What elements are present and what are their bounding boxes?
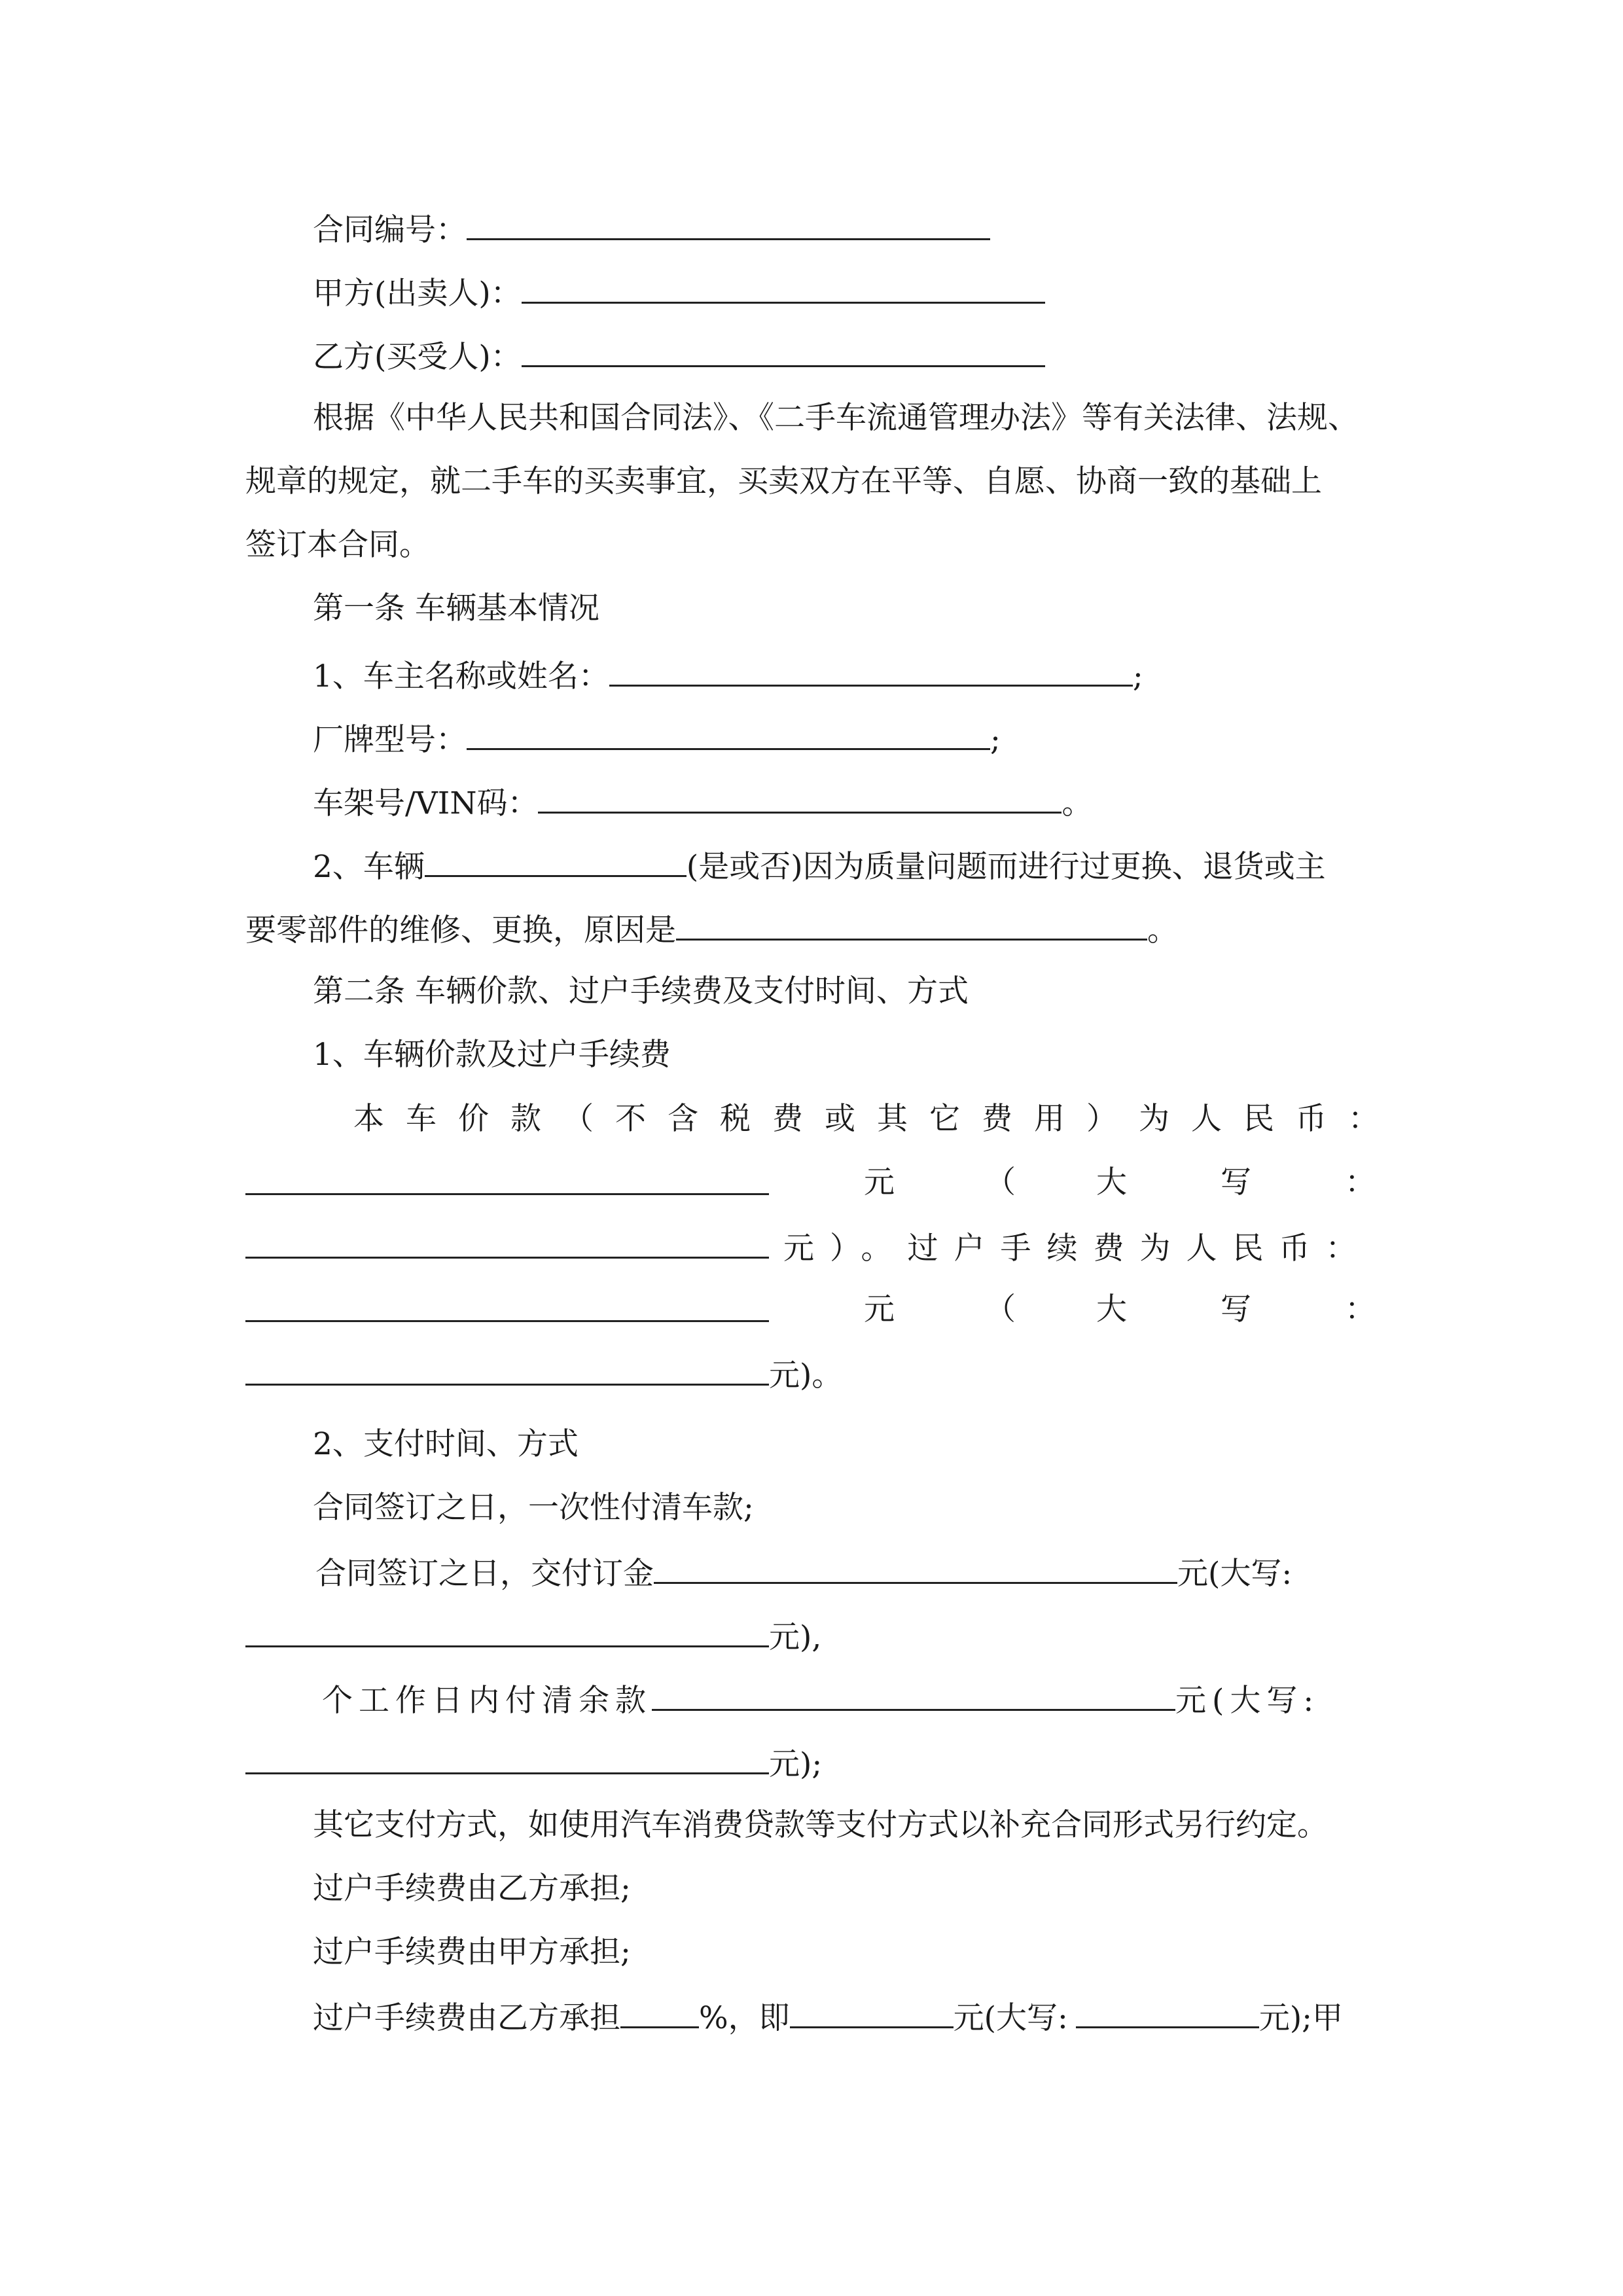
vin-line [313,781,1092,821]
fee-percent-blank[interactable] [620,1996,699,2028]
fee-by-party-a: 过户手续费由甲方承担; [313,1934,631,1970]
fee-colon: ： [1345,1291,1376,1327]
brand-semicolon: ; [990,722,1001,758]
owner-name-blank[interactable] [609,655,1133,687]
payment-option-2-line [315,1552,1292,1591]
reason-line [245,908,1178,948]
fee-da: 大 [1096,1291,1127,1327]
balance-label: 个工作日内付清余款 [322,1683,652,1719]
price-amount-blank[interactable] [245,1163,769,1195]
intro-line-2: 规章的规定，就二手车的买卖事宜，买卖双方在平等、自愿、协商一致的基础上 [245,463,1322,499]
price-uppercase-blank[interactable] [245,1227,769,1259]
quality-issue-suffix: (是或否)因为质量问题而进行过更换、退货或主 [686,849,1326,885]
other-payment-text: 其它支付方式，如使用汽车消费贷款等支付方式以补充合同形式另行约定。 [313,1807,1328,1843]
balance-uppercase-close: 元); [769,1746,823,1782]
brand-model-line [313,718,1001,757]
price-yuan: 元 [864,1164,895,1200]
deposit-uppercase-blank[interactable] [245,1615,769,1647]
fee-split-line [313,1996,1343,2036]
party-b-line [313,335,1045,374]
deposit-label: 合同签订之日，交付订金 [315,1556,654,1592]
intro-line-3: 签订本合同。 [245,527,430,563]
reason-period: 。 [1147,912,1178,948]
fee-split-uppercase-label: 元(大写: [953,2000,1068,2036]
fee-amount-blank[interactable] [245,1290,769,1322]
yes-no-blank[interactable] [425,845,687,877]
payment-option-1: 合同签订之日，一次性付清车款; [313,1490,754,1526]
fee-split-end: 元);甲 [1258,2000,1344,2036]
payment-option-3-line [322,1679,1319,1718]
price-paren: （ [985,1164,1016,1200]
contract-number-line [313,208,990,247]
quality-issue-line [313,845,1326,884]
fee-yuan: 元 [864,1291,895,1327]
vin-period: 。 [1061,785,1093,821]
fee-xie: 写 [1221,1291,1251,1327]
vin-label: 车架号/VIN码： [313,785,539,821]
price-xie: 写 [1221,1164,1251,1200]
balance-blank[interactable] [652,1679,1175,1711]
party-a-label: 甲方(出卖人)： [313,276,522,312]
fee-uppercase-blank[interactable] [245,1354,769,1386]
deposit-uppercase-line [245,1615,821,1655]
party-a-blank[interactable] [522,272,1045,304]
intro-line-1: 根据《中华人民共和国合同法》、《二手车流通管理办法》等有关法律、法规、 [313,400,1359,436]
article-2-title: 第二条 车辆价款、过户手续费及支付时间、方式 [313,973,969,1009]
fee-split-uppercase-blank[interactable] [1076,1996,1259,2028]
owner-name-label: 1、车主名称或姓名： [313,658,609,694]
fee-paren: （ [985,1291,1016,1327]
price-da: 大 [1096,1164,1127,1200]
price-uppercase-line [245,1227,1372,1266]
vin-blank[interactable] [538,781,1061,814]
article-1-title: 第一条 车辆基本情况 [313,590,599,626]
payment-subtitle: 2、支付时间、方式 [313,1426,579,1462]
fee-statement: 元）。过户手续费为人民币： [783,1230,1372,1266]
fee-by-party-b: 过户手续费由乙方承担; [313,1871,631,1907]
price-colon: ： [1345,1164,1376,1200]
party-a-line [313,272,1045,311]
fee-amount-split-blank[interactable] [790,1996,954,2028]
price-subtitle: 1、车辆价款及过户手续费 [313,1037,671,1073]
deposit-blank[interactable] [654,1552,1177,1584]
brand-model-label: 厂牌型号： [313,722,467,758]
price-amount-line [245,1163,1376,1202]
balance-uppercase-blank[interactable] [245,1742,769,1774]
reason-blank[interactable] [676,908,1147,941]
quality-issue-prefix: 2、车辆 [313,849,425,885]
balance-uppercase-label: 元(大写: [1175,1683,1320,1719]
deposit-uppercase-label: 元(大写: [1177,1556,1293,1592]
fee-percent-text: %，即 [699,2000,790,2036]
party-b-label: 乙方(买受人)： [313,339,522,375]
brand-model-blank[interactable] [467,718,990,750]
reason-label: 要零部件的维修、更换，原因是 [245,912,676,948]
fee-uppercase-close: 元)。 [769,1357,843,1393]
party-b-blank[interactable] [522,335,1045,367]
contract-number-label: 合同编号： [313,212,467,248]
deposit-uppercase-close: 元), [769,1619,822,1655]
contract-number-blank[interactable] [467,208,990,240]
owner-semicolon: ; [1132,658,1143,694]
owner-name-line [313,655,1143,694]
balance-uppercase-line [245,1742,822,1782]
fee-amount-line [245,1290,1376,1329]
price-statement: 本车价款（不含税费或其它费用）为人民币： [353,1101,1400,1137]
fee-split-label: 过户手续费由乙方承担 [313,2000,620,2036]
fee-uppercase-line [245,1354,842,1393]
